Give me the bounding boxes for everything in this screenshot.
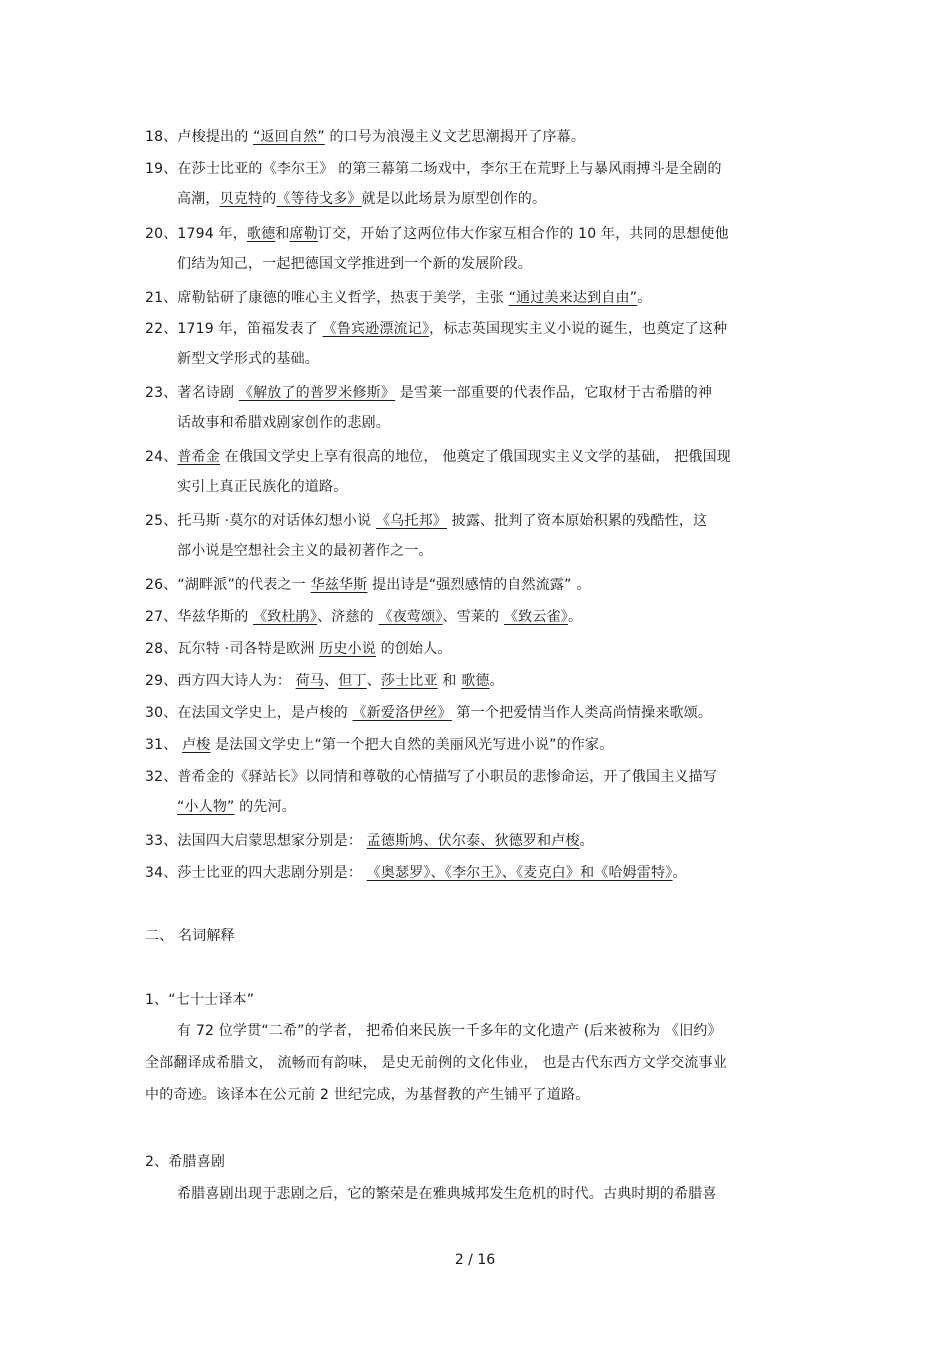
answer-underlined: 普希金	[177, 449, 221, 465]
text-segment: 。	[672, 865, 687, 881]
text-line	[145, 447, 731, 467]
text-segment: 提出诗是“强烈感情的自然流露” 。	[367, 577, 591, 593]
text-line	[145, 863, 687, 883]
text-segment: 20、1794 年，	[145, 226, 247, 242]
answer-underlined: 《解放了的普罗米修斯》	[238, 385, 396, 401]
text-segment: 19、在莎士比亚的《李尔王》 的第三幕第二场戏中，李尔王在荒野上与暴风雨搏斗是全剧的	[145, 161, 722, 177]
answer-underlined: 荷马	[295, 673, 325, 689]
text-line	[177, 1021, 722, 1041]
answer-underlined: 莎士比亚	[380, 673, 438, 689]
text-segment: 34、莎士比亚的四大悲剧分别是：	[145, 865, 367, 881]
answer-underlined: 但丁	[338, 673, 367, 689]
text-segment: 。	[567, 609, 583, 625]
text-segment: 、济慈的	[317, 609, 379, 625]
text-segment: 的先河。	[234, 799, 296, 815]
answer-underlined: 歌德	[461, 673, 490, 689]
text-segment: 和	[275, 226, 290, 242]
text-segment: 就是以此场景为原型创作的。	[361, 191, 547, 207]
text-line	[145, 926, 235, 946]
text-segment: 24、	[145, 449, 178, 465]
text-segment: 21、席勒钻研了康德的唯心主义哲学，热衷于美学，主张	[145, 290, 509, 306]
answer-underlined: 贝克特	[219, 191, 263, 207]
answer-underlined: 孟德斯鸠、伏尔泰、狄德罗和卢梭	[366, 833, 580, 849]
text-segment: ，标志英国现实主义小说的诞生，也奠定了这种	[429, 321, 728, 337]
text-segment: 28、瓦尔特 ·司各特是欧洲	[145, 641, 320, 657]
text-line	[145, 159, 722, 179]
text-line	[145, 288, 651, 308]
answer-underlined: 华兹华斯	[310, 577, 368, 593]
answer-underlined: 《夜莺颂》	[378, 609, 443, 625]
text-line	[177, 254, 532, 274]
answer-underlined: 《鲁宾逊漂流记》	[322, 321, 430, 337]
text-segment: 高潮，	[177, 191, 220, 207]
text-line	[145, 127, 585, 147]
text-segment: 。	[489, 673, 504, 689]
text-segment: 、	[324, 673, 339, 689]
text-segment: 的	[262, 191, 277, 207]
text-segment: 的创始人。	[375, 641, 452, 657]
text-line	[145, 703, 712, 723]
text-segment: 全部翻译成希腊文， 流畅而有韵味， 是史无前例的文化伟业， 也是古代东西方文学交流事业	[145, 1055, 727, 1071]
text-segment: 们结为知己，一起把德国文学推进到一个新的发展阶段。	[177, 256, 532, 272]
answer-underlined: “小人物”	[177, 799, 235, 815]
answer-underlined: 《致云雀》	[503, 609, 568, 625]
text-segment: 是法国文学史上“第一个把大自然的美丽风光写进小说”的作家。	[210, 737, 614, 753]
text-line	[145, 990, 254, 1010]
answer-underlined: 席勒	[289, 226, 318, 242]
answer-underlined: 《致杜鹃》	[253, 609, 318, 625]
page-number: 2 / 16	[454, 1252, 496, 1268]
text-segment: 。	[579, 833, 594, 849]
text-line	[177, 797, 296, 817]
text-line	[145, 1085, 589, 1105]
text-line	[145, 639, 452, 659]
text-segment: 18、卢梭提出的	[145, 129, 254, 145]
text-segment: 中的奇迹。该译本在公元前 2 世纪完成，为基督教的产生铺平了道路。	[145, 1087, 590, 1103]
text-segment: 32、普希金的《驿站长》以同情和尊敬的心情描写了小职员的悲惨命运，开了俄国主义描写	[145, 769, 718, 785]
answer-underlined: 卢梭	[182, 737, 211, 753]
text-segment: 30、在法国文学史上，是卢梭的	[145, 705, 353, 721]
text-line	[145, 671, 504, 691]
text-segment: 25、托马斯 ·莫尔的对话体幻想小说	[145, 513, 376, 529]
text-line	[177, 189, 546, 209]
text-segment: 23、著名诗剧	[145, 385, 239, 401]
text-segment: 、	[366, 673, 381, 689]
text-segment: 的口号为浪漫主义文艺思潮揭开了序幕。	[324, 129, 586, 145]
text-segment: 33、法国四大启蒙思想家分别是：	[145, 833, 367, 849]
text-segment: 和	[437, 673, 462, 689]
answer-underlined: “通过美来达到自由”	[508, 290, 638, 306]
text-segment: 订交，开始了这两位伟大作家互相合作的 10 年，共同的思想使他	[317, 226, 729, 242]
text-segment: 部小说是空想社会主义的最初著作之一。	[177, 543, 433, 559]
text-segment: 实引上真正民族化的道路。	[177, 479, 348, 495]
text-segment: 在俄国文学史上享有很高的地位， 他奠定了俄国现实主义文学的基础， 把俄国现	[220, 449, 731, 465]
answer-underlined: 歌德	[246, 226, 276, 242]
answer-underlined: 《新爱洛伊丝》	[352, 705, 452, 721]
text-segment: 2、希腊喜剧	[145, 1154, 226, 1170]
text-line	[145, 224, 729, 244]
text-segment: 第一个把爱情当作人类高尚情操来歌颂。	[451, 705, 713, 721]
text-line	[177, 349, 319, 369]
text-line	[145, 575, 590, 595]
text-segment: 1、“七十士译本”	[145, 992, 255, 1008]
text-segment: 新型文学形式的基础。	[177, 351, 319, 367]
text-line	[177, 477, 347, 497]
answer-underlined: “返回自然”	[253, 129, 325, 145]
text-line	[145, 319, 727, 339]
text-segment: 是雪莱一部重要的代表作品，它取材于古希腊的神	[395, 385, 713, 401]
text-segment: 29、西方四大诗人为：	[145, 673, 296, 689]
answer-underlined: 《乌托邦》	[375, 513, 447, 529]
text-line	[145, 831, 594, 851]
answer-underlined: 《奥瑟罗》、《李尔王》、《麦克白》和《哈姆雷特》	[366, 865, 673, 881]
text-line	[145, 511, 707, 531]
text-line	[145, 383, 712, 403]
text-segment: 27、华兹华斯的	[145, 609, 254, 625]
answer-underlined: 历史小说	[319, 641, 376, 657]
text-segment: 31、	[145, 737, 183, 753]
text-line	[145, 607, 582, 627]
text-line	[177, 1184, 717, 1204]
text-line	[145, 1053, 727, 1073]
text-line	[145, 1152, 225, 1172]
text-line	[145, 735, 613, 755]
text-segment: 话故事和希腊戏剧家创作的悲剧。	[177, 415, 390, 431]
text-segment: 。	[637, 290, 652, 306]
text-line	[145, 767, 717, 787]
answer-underlined: 《等待戈多》	[276, 191, 362, 207]
text-segment: 、雪莱的	[442, 609, 504, 625]
text-line	[177, 541, 433, 561]
text-line	[177, 413, 390, 433]
text-segment: 披露、批判了资本原始积累的残酷性，这	[446, 513, 708, 529]
text-segment: 26、“湖畔派”的代表之一	[145, 577, 311, 593]
text-segment: 二、 名词解释	[145, 928, 235, 944]
text-segment: 有 72 位学贯“二希”的学者， 把希伯来民族一千多年的文化遗产 (后来被称为 《旧约》	[177, 1023, 722, 1039]
text-segment: 22、1719 年，笛福发表了	[145, 321, 323, 337]
text-segment: 希腊喜剧出现于悲剧之后，它的繁荣是在雅典城邦发生危机的时代。古典时期的希腊喜	[177, 1186, 717, 1202]
